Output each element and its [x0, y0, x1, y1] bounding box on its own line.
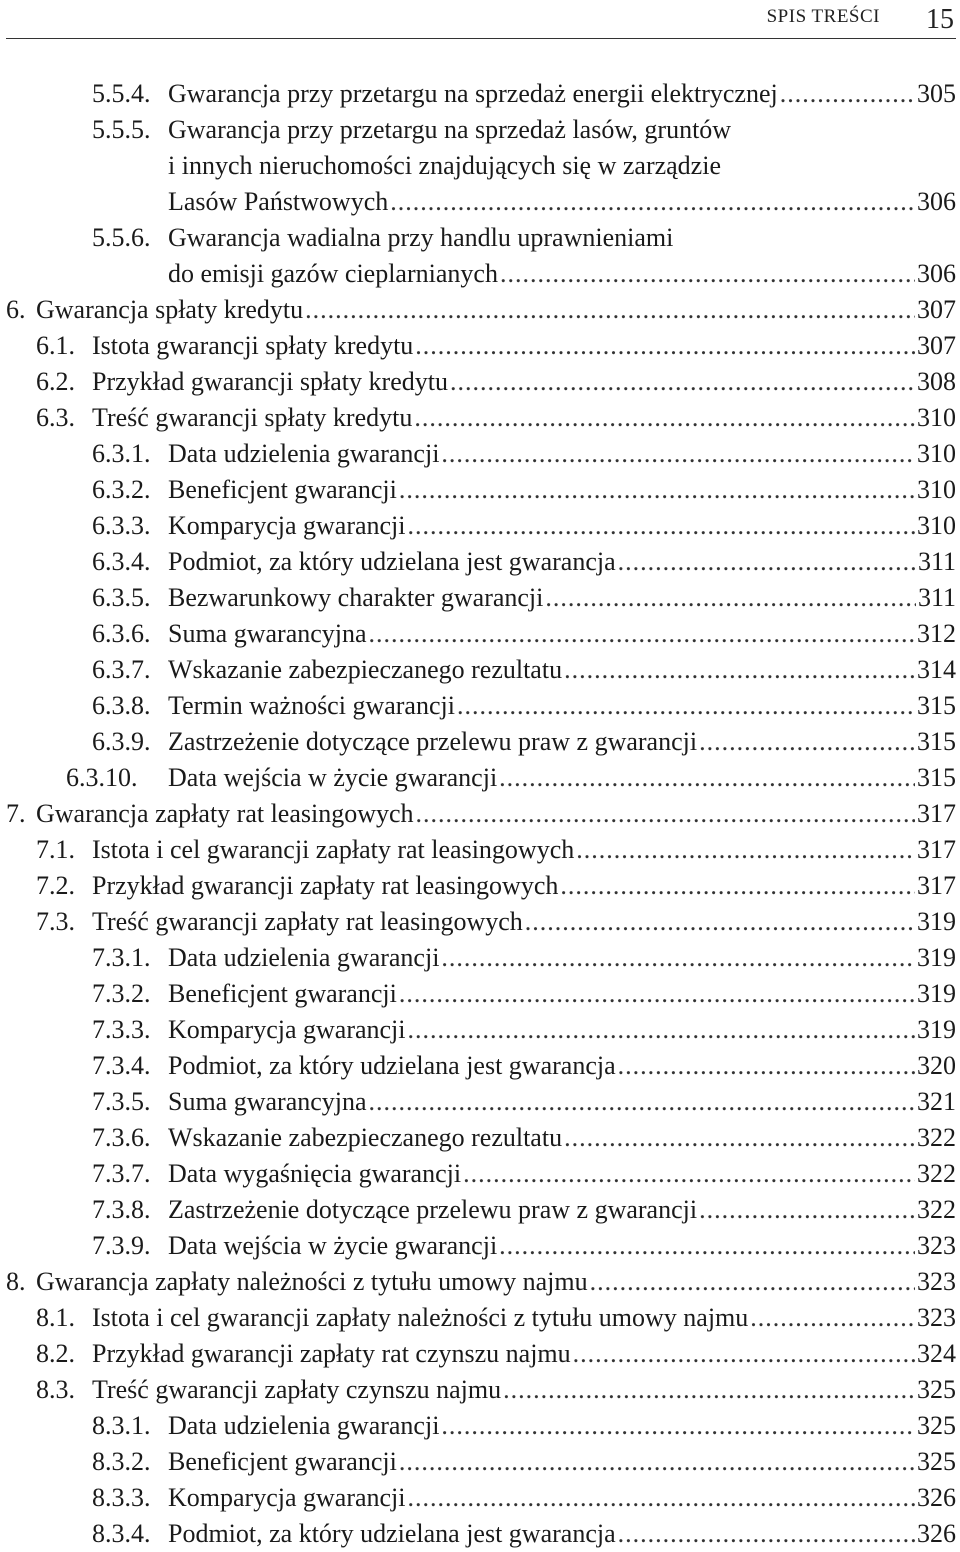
dot-leader [450, 364, 915, 400]
toc-entry-page: 322 [917, 1195, 956, 1224]
toc-entry-number: 7.3.3. [92, 1015, 151, 1044]
toc-entry-number: 8. [6, 1267, 26, 1296]
toc-entry-number: 8.2. [36, 1339, 75, 1368]
toc-entry[interactable] [0, 472, 956, 508]
toc-entry-page: 315 [917, 691, 956, 720]
running-header [0, 0, 960, 44]
toc-entry-page: 307 [917, 331, 956, 360]
toc-entry-page: 314 [917, 655, 956, 684]
toc-entry-title: Komparycja gwarancji [168, 511, 406, 540]
toc-entry[interactable] [0, 1408, 956, 1444]
toc-entry[interactable] [0, 364, 956, 400]
dot-leader [416, 796, 915, 832]
dot-leader [457, 688, 915, 724]
toc-entry[interactable] [0, 1372, 956, 1408]
toc-entry-page: 325 [917, 1447, 956, 1476]
toc-entry-title: Podmiot, za który udzielana jest gwarancja [168, 547, 616, 576]
dot-leader [369, 1084, 915, 1120]
toc-entry-number: 7.3.9. [92, 1231, 151, 1260]
toc-entry-number: 7.3.7. [92, 1159, 151, 1188]
toc-entry-page: 311 [917, 583, 956, 612]
toc-entry-page: 307 [917, 295, 956, 324]
toc-entry-number: 8.3. [36, 1375, 75, 1404]
toc-entry-page: 306 [917, 187, 956, 216]
toc-entry-number: 5.5.5. [92, 115, 151, 144]
toc-entry-page: 310 [917, 439, 956, 468]
toc-entry-number: 7.3.4. [92, 1051, 151, 1080]
dot-leader [499, 760, 915, 796]
toc-entry-page: 323 [917, 1231, 956, 1260]
dot-leader [545, 580, 916, 616]
toc-entry[interactable] [0, 1048, 956, 1084]
toc-entry-title: Gwarancja zapłaty należności z tytułu umowy najmu [36, 1267, 588, 1296]
toc-entry[interactable] [0, 220, 956, 256]
toc-entry-title: Podmiot, za który udzielana jest gwarancja [168, 1519, 616, 1548]
dot-leader [369, 616, 915, 652]
toc-entry-title: Suma gwarancyjna [168, 619, 367, 648]
dot-leader [590, 1264, 915, 1300]
toc-entry-title: Komparycja gwarancji [168, 1015, 406, 1044]
toc-entry-page: 326 [917, 1519, 956, 1548]
toc-entry-title: Gwarancja wadialna przy handlu uprawnieniami [168, 223, 674, 252]
dot-leader [699, 1192, 915, 1228]
toc-entry-page: 315 [917, 727, 956, 756]
toc-entry-page: 308 [917, 367, 956, 396]
toc-entry-title: Beneficjent gwarancji [168, 1447, 397, 1476]
toc-entry-page: 325 [917, 1375, 956, 1404]
toc-entry-number: 6.3.9. [92, 727, 151, 756]
toc-entry[interactable] [0, 112, 956, 148]
dot-leader [618, 544, 916, 580]
toc-entry[interactable] [0, 940, 956, 976]
toc-entry-page: 326 [917, 1483, 956, 1512]
toc-entry-number: 7.3.1. [92, 943, 151, 972]
toc-entry-number: 6.3.3. [92, 511, 151, 540]
toc-entry-page: 310 [917, 403, 956, 432]
toc-entry[interactable] [0, 976, 956, 1012]
toc-entry-title: Beneficjent gwarancji [168, 979, 397, 1008]
dot-leader [399, 1444, 915, 1480]
toc-entry-title: Zastrzeżenie dotyczące przelewu praw z gwarancji [168, 1195, 698, 1224]
dot-leader [441, 940, 915, 976]
dot-leader [564, 652, 915, 688]
toc-entry-title: Data udzielenia gwarancji [168, 943, 440, 972]
toc-entry-page: 321 [917, 1087, 956, 1116]
toc-entry-number: 5.5.6. [92, 223, 151, 252]
toc-entry-page: 306 [917, 259, 956, 288]
toc-entry-number: 6.3.7. [92, 655, 151, 684]
toc-entry[interactable] [0, 436, 956, 472]
toc-entry[interactable] [0, 1444, 956, 1480]
toc-entry-page: 311 [917, 547, 956, 576]
dot-leader [573, 1336, 915, 1372]
toc-entry-number: 6. [6, 295, 26, 324]
toc-entry-title: Treść gwarancji zapłaty rat leasingowych [92, 907, 523, 936]
toc-entry[interactable] [0, 1120, 956, 1156]
dot-leader [560, 868, 915, 904]
dot-leader [414, 400, 915, 436]
dot-leader [415, 328, 915, 364]
toc-entry-title: Istota i cel gwarancji zapłaty należności z tytułu umowy najmu [92, 1303, 749, 1332]
toc-entry-number: 6.3.5. [92, 583, 151, 612]
toc-entry-title: Istota gwarancji spłaty kredytu [92, 331, 414, 360]
toc-entry-number: 6.3.6. [92, 619, 151, 648]
toc-entry-number: 7.3.5. [92, 1087, 151, 1116]
toc-entry-number: 6.3.1. [92, 439, 151, 468]
toc-entry[interactable] [0, 1228, 956, 1264]
toc-entry-number: 7.2. [36, 871, 75, 900]
dot-leader [576, 832, 915, 868]
dot-leader [305, 292, 915, 328]
toc-entry-title: Gwarancja przy przetargu na sprzedaż energii elektrycznej [168, 79, 778, 108]
dot-leader [399, 976, 915, 1012]
toc-entry[interactable] [0, 1156, 956, 1192]
toc-entry-title: Istota i cel gwarancji zapłaty rat leasingowych [92, 835, 575, 864]
toc-entry-page: 322 [917, 1159, 956, 1188]
toc-entry[interactable] [0, 1264, 956, 1300]
toc-entry[interactable] [0, 652, 956, 688]
toc-entry-page: 320 [917, 1051, 956, 1080]
page-number: 15 [926, 4, 954, 35]
toc-entry-title: i innych nieruchomości znajdujących się w zarządzie [168, 151, 721, 180]
toc-entry-title: Treść gwarancji zapłaty czynszu najmu [92, 1375, 502, 1404]
toc-entry-title: Przykład gwarancji zapłaty rat czynszu najmu [92, 1339, 571, 1368]
toc-entry[interactable] [0, 796, 956, 832]
toc-entry-page: 317 [917, 799, 956, 828]
toc-entry-title: Data wejścia w życie gwarancji [168, 763, 498, 792]
toc-entry[interactable] [0, 400, 956, 436]
dot-leader [441, 436, 915, 472]
dot-leader [699, 724, 915, 760]
toc-entry-number: 8.3.2. [92, 1447, 151, 1476]
toc-entry[interactable] [0, 760, 956, 796]
toc-entry[interactable] [0, 328, 956, 364]
dot-leader [390, 184, 915, 220]
dot-leader [618, 1516, 915, 1552]
toc-entry-number: 5.5.4. [92, 79, 151, 108]
toc-entry-number: 8.3.4. [92, 1519, 151, 1548]
toc-entry-title: Bezwarunkowy charakter gwarancji [168, 583, 544, 612]
toc-entry-title: Treść gwarancji spłaty kredytu [92, 403, 413, 432]
toc-entry-page: 323 [917, 1267, 956, 1296]
toc-entry[interactable] [0, 688, 956, 724]
dot-leader [525, 904, 915, 940]
toc-entry-page: 323 [917, 1303, 956, 1332]
toc-entry-number: 7. [6, 799, 26, 828]
dot-leader [408, 1012, 915, 1048]
toc-entry-number: 7.3.8. [92, 1195, 151, 1224]
dot-leader [399, 472, 915, 508]
toc-entry-title: Lasów Państwowych [168, 187, 389, 216]
toc-entry-page: 319 [917, 1015, 956, 1044]
toc-entry-number: 8.3.3. [92, 1483, 151, 1512]
toc-entry[interactable] [0, 904, 956, 940]
toc-entry-number: 6.3.4. [92, 547, 151, 576]
toc-entry-page: 310 [917, 475, 956, 504]
toc-entry-title: Gwarancja przy przetargu na sprzedaż lasów, gruntów [168, 115, 732, 144]
dot-leader [564, 1120, 915, 1156]
toc-entry-page: 325 [917, 1411, 956, 1440]
toc-entry-number: 8.1. [36, 1303, 75, 1332]
toc-entry-page: 315 [917, 763, 956, 792]
toc-entry-title: Komparycja gwarancji [168, 1483, 406, 1512]
dot-leader [408, 1480, 915, 1516]
dot-leader [750, 1300, 915, 1336]
toc-entry-title: Data udzielenia gwarancji [168, 1411, 440, 1440]
toc-entry-title: Wskazanie zabezpieczanego rezultatu [168, 655, 563, 684]
toc-entry[interactable] [0, 1480, 956, 1516]
toc-entry-number: 6.2. [36, 367, 75, 396]
toc-entry-page: 319 [917, 907, 956, 936]
toc-entry-title: Gwarancja zapłaty rat leasingowych [36, 799, 414, 828]
toc-entry-page: 317 [917, 871, 956, 900]
toc-entry-title: Gwarancja spłaty kredytu [36, 295, 304, 324]
toc-entry[interactable] [0, 724, 956, 760]
toc-entry-number: 7.1. [36, 835, 75, 864]
toc-entry[interactable] [0, 1300, 956, 1336]
toc-entry-number: 7.3.2. [92, 979, 151, 1008]
toc-entry-title: Zastrzeżenie dotyczące przelewu praw z gwarancji [168, 727, 698, 756]
toc-entry[interactable] [0, 1012, 956, 1048]
toc-entry[interactable] [0, 292, 956, 328]
toc-entry[interactable] [0, 1516, 956, 1552]
toc-entry-page: 317 [917, 835, 956, 864]
dot-leader [618, 1048, 915, 1084]
toc-entry-title: Data udzielenia gwarancji [168, 439, 440, 468]
toc-entry[interactable] [0, 1192, 956, 1228]
dot-leader [441, 1408, 915, 1444]
header-title: SPIS TREŚCI [766, 6, 880, 27]
toc-entry-title: Przykład gwarancji zapłaty rat leasingowych [92, 871, 559, 900]
toc-entry[interactable] [0, 256, 956, 292]
toc-entry-title: Data wygaśnięcia gwarancji [168, 1159, 462, 1188]
toc-entry-number: 6.3.8. [92, 691, 151, 720]
toc-entry-number: 6.3.2. [92, 475, 151, 504]
toc-entry[interactable] [0, 868, 956, 904]
toc-entry[interactable] [0, 616, 956, 652]
toc-entry-number: 6.3.10. [66, 763, 138, 792]
toc-entry[interactable] [0, 148, 956, 184]
toc-entry[interactable] [0, 832, 956, 868]
toc-entry[interactable] [0, 508, 956, 544]
toc-entry-number: 6.1. [36, 331, 75, 360]
dot-leader [463, 1156, 915, 1192]
toc-entry-title: Przykład gwarancji spłaty kredytu [92, 367, 448, 396]
toc-entry-page: 319 [917, 943, 956, 972]
toc-entry[interactable] [0, 544, 956, 580]
dot-leader [503, 1372, 915, 1408]
toc-entry[interactable] [0, 76, 956, 112]
toc-entry-page: 305 [917, 79, 956, 108]
dot-leader [500, 256, 915, 292]
toc-entry-title: Wskazanie zabezpieczanego rezultatu [168, 1123, 563, 1152]
toc-entry[interactable] [0, 184, 956, 220]
toc-entry-page: 324 [917, 1339, 956, 1368]
header-rule [6, 38, 956, 39]
toc-entry-title: do emisji gazów cieplarnianych [168, 259, 498, 288]
toc-entry[interactable] [0, 1336, 956, 1372]
toc-entry[interactable] [0, 1084, 956, 1120]
dot-leader [780, 76, 915, 112]
dot-leader [408, 508, 915, 544]
toc-entry-page: 312 [917, 619, 956, 648]
toc-entry-title: Suma gwarancyjna [168, 1087, 367, 1116]
toc-entry-number: 7.3. [36, 907, 75, 936]
toc-entry-page: 322 [917, 1123, 956, 1152]
toc-entry-title: Beneficjent gwarancji [168, 475, 397, 504]
toc-entry[interactable] [0, 580, 956, 616]
toc-entry-number: 6.3. [36, 403, 75, 432]
toc-entry-number: 7.3.6. [92, 1123, 151, 1152]
toc-entry-title: Data wejścia w życie gwarancji [168, 1231, 498, 1260]
dot-leader [499, 1228, 915, 1264]
toc-entry-title: Podmiot, za który udzielana jest gwarancja [168, 1051, 616, 1080]
toc-entry-page: 319 [917, 979, 956, 1008]
toc-entry-page: 310 [917, 511, 956, 540]
toc-entry-title: Termin ważności gwarancji [168, 691, 455, 720]
toc-entry-number: 8.3.1. [92, 1411, 151, 1440]
table-of-contents [0, 76, 956, 1552]
